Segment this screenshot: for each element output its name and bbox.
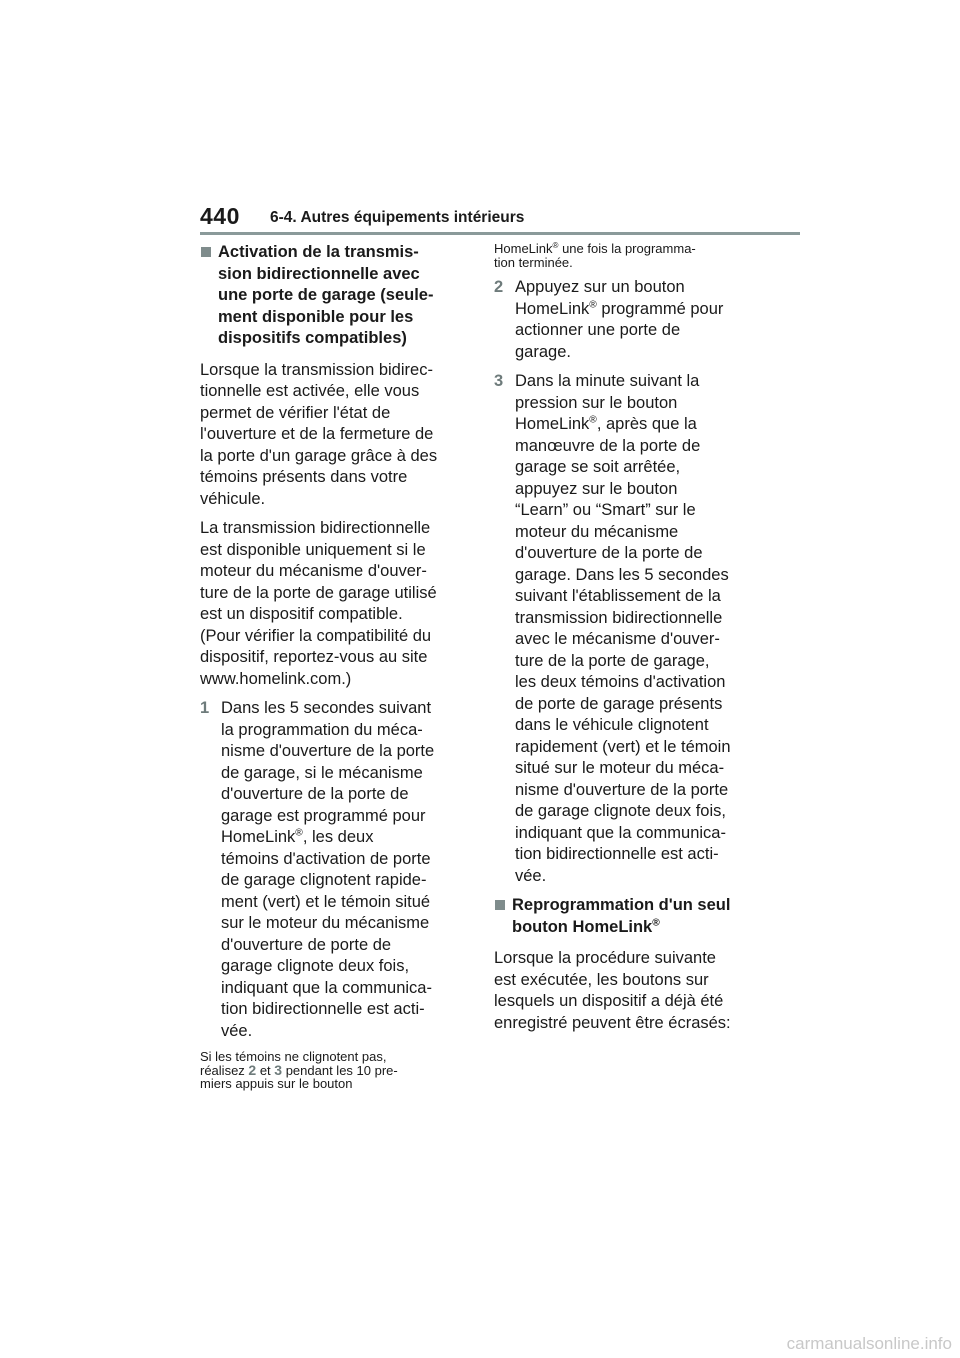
text-line-homelink: [515, 299, 756, 321]
note-line: miers appuis sur le bouton: [200, 1076, 353, 1091]
note-blinking: [200, 1050, 468, 1091]
section-title: 6-4. Autres équipements intérieurs: [270, 209, 525, 226]
note-line: Si les témoins ne clignotent pas,: [200, 1049, 387, 1064]
text-line: pression sur le bouton: [515, 393, 678, 412]
text-line: Appuyez sur un bouton: [515, 278, 685, 296]
text-line: Dans les 5 secondes suivant: [221, 699, 432, 717]
left-column: [200, 242, 468, 1099]
homelink-word: HomeLink: [515, 415, 590, 433]
text-fragment: bouton HomeLink: [512, 917, 653, 936]
text-line: d'ouverture de la porte de: [515, 544, 703, 562]
text-line: dans le véhicule clignotent: [515, 716, 709, 734]
registered-mark: ®: [295, 827, 303, 839]
paragraph-reprogram-intro: [494, 948, 756, 1034]
step-ref-3: 3: [274, 1061, 283, 1078]
text-line: véhicule.: [200, 489, 266, 508]
text-line: avec le mécanisme d'ouver-: [515, 630, 720, 648]
text-line: ture de la porte de garage,: [515, 651, 710, 670]
text-line: de garage, si le mécanisme: [221, 763, 423, 782]
text-line-homelink: [221, 827, 468, 849]
note-line: [200, 1061, 468, 1078]
heading-line: Reprogrammation d'un seul: [512, 896, 731, 914]
text-fragment: pendant les 10 pre-: [282, 1062, 398, 1078]
heading-line: une porte de garage (seule-: [218, 286, 434, 304]
paragraph-intro: [200, 360, 468, 511]
step-2: [494, 277, 756, 363]
right-column: [494, 242, 756, 1042]
text-line: transmission bidirectionnelle: [515, 608, 723, 627]
page-header: [200, 200, 800, 236]
text-line: l'ouverture et de la fermeture de: [200, 425, 434, 443]
text-line: enregistré peuvent être écrasés:: [494, 1013, 731, 1032]
step-1: [200, 698, 468, 1042]
text-line: nisme d'ouverture de la porte: [515, 780, 729, 799]
heading-line: [512, 917, 756, 939]
homelink-word: HomeLink: [515, 299, 590, 318]
text-line: moteur du mécanisme d'ouver-: [200, 562, 427, 580]
text-line: moteur du mécanisme: [515, 522, 679, 541]
step-3: [494, 371, 756, 887]
text-line: garage se soit arrêtée,: [515, 458, 681, 476]
text-line: tion bidirectionnelle est acti-: [515, 845, 719, 863]
text-fragment: , les deux: [302, 828, 374, 846]
text-line: indiquant que la communica-: [515, 823, 726, 842]
text-line: rapidement (vert) et le témoin: [515, 737, 731, 756]
text-line: tion bidirectionnelle est acti-: [221, 1000, 425, 1018]
heading-two-way-activation: [200, 242, 468, 350]
step-number: 2: [494, 278, 504, 296]
homelink-word: HomeLink: [494, 241, 553, 256]
text-line: La transmission bidirectionnelle: [200, 519, 431, 537]
text-line: garage est programmé pour: [221, 806, 426, 825]
page-number: 440: [200, 203, 240, 229]
registered-mark: ®: [589, 414, 597, 426]
text-line: garage. Dans les 5 secondes: [515, 565, 729, 584]
text-line: nisme d'ouverture de la porte: [221, 742, 435, 760]
heading-line: Activation de la transmis-: [218, 243, 419, 261]
text-line: manœuvre de la porte de: [515, 436, 701, 455]
text-line: de garage clignote deux fois,: [515, 802, 726, 820]
text-line: Lorsque la procédure suivante: [494, 949, 716, 967]
text-line: ture de la porte de garage utilisé: [200, 583, 437, 602]
text-line: garage clignote deux fois,: [221, 957, 410, 975]
text-line: garage.: [515, 342, 571, 361]
square-bullet-icon: [495, 900, 505, 910]
text-line: de garage clignotent rapide-: [221, 871, 427, 889]
text-line: vée.: [515, 866, 547, 885]
text-fragment: programmé pour: [596, 299, 724, 318]
text-line: les deux témoins d'activation: [515, 673, 726, 691]
text-fragment: et: [256, 1062, 275, 1078]
step-number: 3: [494, 372, 504, 390]
text-line: sur le moteur du mécanisme: [221, 914, 430, 932]
heading-line: dispositifs compatibles): [218, 329, 407, 347]
note-line: tion terminée.: [494, 254, 573, 270]
text-line: témoins présents dans votre: [200, 468, 408, 486]
text-fragment: une fois la programma-: [558, 241, 696, 256]
text-line: Dans la minute suivant la: [515, 372, 700, 390]
heading-line: sion bidirectionnelle avec: [218, 264, 420, 283]
text-line: est exécutée, les boutons sur: [494, 970, 709, 989]
text-line: permet de vérifier l'état de: [200, 403, 391, 422]
text-fragment: réalisez: [200, 1062, 249, 1078]
header-rule: [200, 232, 800, 235]
registered-mark: ®: [589, 298, 597, 310]
text-line-homelink: [515, 414, 756, 436]
square-bullet-icon: [201, 247, 211, 257]
text-line: vée.: [221, 1021, 253, 1040]
step-number: 1: [200, 699, 210, 717]
paragraph-compatibility: [200, 518, 468, 690]
text-line: “Learn” ou “Smart” sur le: [515, 501, 696, 519]
step-ref-2: 2: [248, 1061, 257, 1078]
note-line: [494, 242, 756, 256]
text-line: actionner une porte de: [515, 321, 681, 339]
text-line: d'ouverture de la porte de: [221, 785, 409, 803]
heading-reprogramming: [494, 895, 756, 938]
text-line: la programmation du méca-: [221, 720, 423, 739]
text-line: est disponible uniquement si le: [200, 540, 426, 559]
registered-mark: ®: [552, 240, 559, 250]
text-line: d'ouverture de porte de: [221, 935, 392, 954]
homelink-word: HomeLink: [221, 828, 296, 846]
text-line: lesquels un dispositif a déjà été: [494, 992, 724, 1010]
watermark: carmanualsonline.info: [786, 1334, 952, 1353]
text-line: tionnelle est activée, elle vous: [200, 382, 420, 400]
text-line: la porte d'un garage grâce à des: [200, 446, 438, 465]
text-line: situé sur le moteur du méca-: [515, 759, 725, 777]
note-continued: [494, 242, 756, 269]
text-line: de porte de garage présents: [515, 694, 723, 713]
text-line: indiquant que la communica-: [221, 978, 432, 997]
text-line: suivant l'établissement de la: [515, 587, 721, 605]
text-fragment: , après que la: [596, 415, 697, 433]
text-line: ment (vert) et le témoin situé: [221, 892, 431, 911]
text-line: Lorsque la transmission bidirec-: [200, 360, 433, 379]
text-line: appuyez sur le bouton: [515, 479, 678, 498]
text-line: www.homelink.com.): [200, 669, 352, 688]
registered-mark: ®: [652, 916, 660, 928]
heading-line: ment disponible pour les: [218, 307, 414, 326]
text-line: dispositif, reportez-vous au site: [200, 648, 428, 666]
text-line: (Pour vérifier la compatibilité du: [200, 626, 432, 645]
text-line: témoins d'activation de porte: [221, 849, 431, 868]
text-line: est un dispositif compatible.: [200, 605, 403, 623]
